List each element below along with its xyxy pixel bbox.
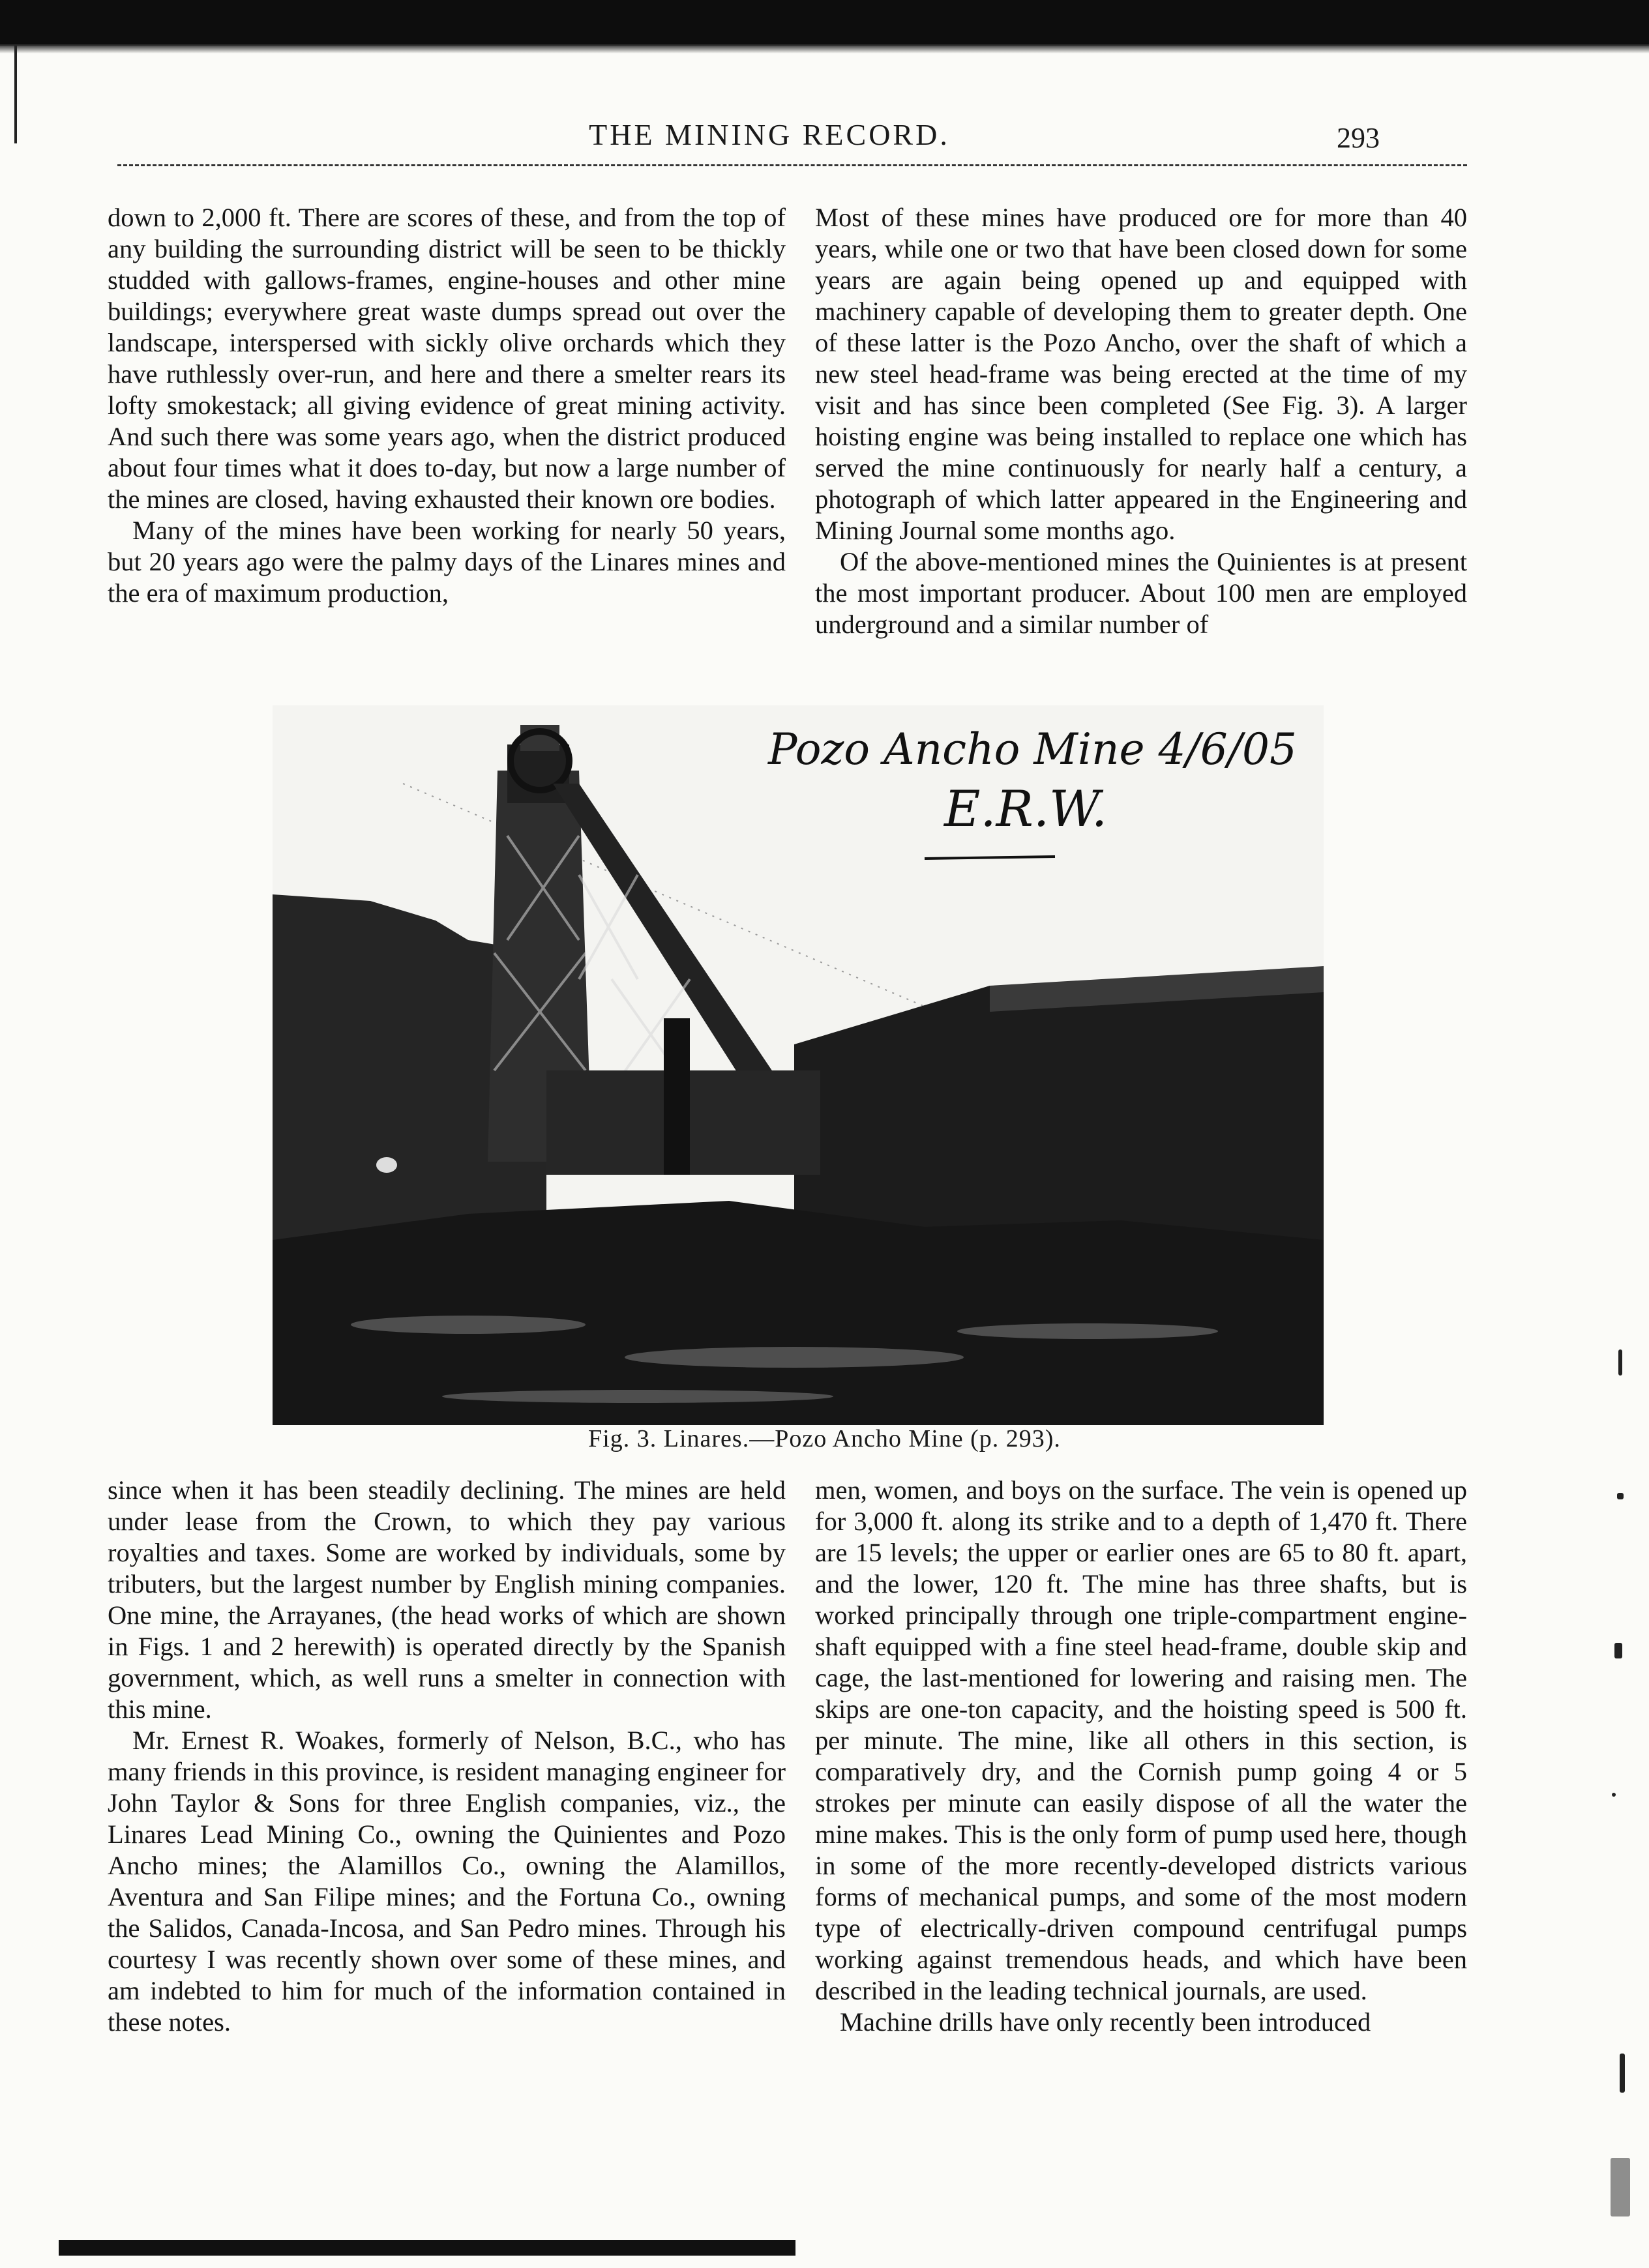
paragraph: Machine drills have only recently been introduced <box>840 2007 1371 2037</box>
photo-inscription: Pozo Ancho Mine 4/6/05 <box>768 724 1297 774</box>
scan-border-shadow <box>0 44 1649 53</box>
column-bottom-right <box>815 1475 1467 2038</box>
column-top-left <box>108 202 786 609</box>
page-number: 293 <box>1337 122 1380 154</box>
paragraph: down to 2,000 ft. There are scores of these, and from the top of any building the surrounding district will be seen to be thickly studded with gallows-frames, engine-houses and other mine buildings; everywhere great waste dumps spread out over the landscape, interspersed with sickly olive orchards which they have ruthlessly over-run, and here and there a smelter rears its lofty smokestack; all giving evidence of great mining activity. And such there was some years ago, when the district produced about four times what it does to-day, but now a large number of the mines are closed, having exhausted their known ore bodies. <box>108 203 786 514</box>
speck <box>1620 2054 1625 2093</box>
header-rule <box>117 164 1467 166</box>
paragraph: men, women, and boys on the surface. The vein is opened up for 3,000 ft. along its strike and to a depth of 1,470 ft. There are 15 levels; the upper or earlier ones are 65 to 80 ft. apart, and the lower, 120 ft. The mine has three shafts, but is worked principally through one triple-compartment engine-shaft equipped with a fine steel head-frame, double skip and cage, the last-mentioned for lowering and raising men. The skips are one-ton capacity, and the hoisting speed is 500 ft. per minute. The mine, like all others in this section, is comparatively dry, and the Cornish pump going 4 or 5 strokes per minute can easily dispose of all the water the mine makes. This is the only form of pump used here, though in some of the more recently-developed districts various forms of mechanical pumps, and some of the most modern type of electrically-driven compound centrifugal pumps working against tremendous heads, and which have been described in the leading technical journals, are used. <box>815 1475 1467 2005</box>
paragraph: since when it has been steadily declining. The mines are held under lease from the Crown, to which they pay various royalties and taxes. Some are worked by individuals, some by tributers, but the largest number by English mining companies. One mine, the Arrayanes, (the head works of which are shown in Figs. 1 and 2 herewith) is operated directly by the Spanish government, which, as well runs a smelter in connection with this mine. <box>108 1475 786 1724</box>
paragraph: Of the above-mentioned mines the Quinientes is at present the most important producer. About 100 men are employed underground and a similar number of <box>815 547 1467 639</box>
journal-title: THE MINING RECORD. <box>589 118 950 151</box>
speck <box>1612 1793 1616 1797</box>
paragraph: Most of these mines have produced ore for more than 40 years, while one or two that have been closed down for some years are again being opened up and equipped with machinery capable of developing them to greater depth. One of these latter is the Pozo Ancho, over the shaft of which a new steel head-frame was being erected at the time of my visit and has since been completed (See Fig. 3). A larger hoisting engine was being installed to replace one which has served the mine continuously for nearly half a century, a photograph of which latter appeared in the Engineering and Mining Journal some months ago. <box>815 203 1467 545</box>
speck <box>1611 2158 1630 2216</box>
running-head <box>0 117 1649 163</box>
scan-border-bottom <box>59 2240 795 2256</box>
scan-edge-specks <box>1605 1336 1644 2249</box>
photo-initials: E.R.W. <box>944 780 1108 838</box>
paragraph: Mr. Ernest R. Woakes, formerly of Nelson, B.C., who has many friends in this province, is resident managing engineer for John Taylor & Sons for three English companies, viz., the Linares Lead Mining Co., owning the Quinientes and Pozo Ancho mines; the Alamillos Co., owning the Alamillos, Aventura and San Filipe mines; and the Fortuna Co., owning the Salidos, Canada-Incosa, and San Pedro mines. Through his courtesy I was recently shown over some of these mines, and am indebted to him for much of the information contained in these notes. <box>108 1726 786 2037</box>
speck <box>1614 1643 1622 1658</box>
speck <box>1617 1493 1624 1499</box>
photo-illustration <box>273 705 1324 1425</box>
column-bottom-left <box>108 1475 786 2038</box>
mine-photograph <box>273 705 1324 1425</box>
column-top-right <box>815 202 1467 640</box>
speck <box>1618 1349 1622 1376</box>
figure-caption: Fig. 3. Linares.—Pozo Ancho Mine (p. 293). <box>588 1425 1061 1452</box>
paragraph: Many of the mines have been working for nearly 50 years, but 20 years ago were the palmy days of the Linares mines and the era of maximum production, <box>108 516 786 608</box>
scan-border-top <box>0 0 1649 46</box>
